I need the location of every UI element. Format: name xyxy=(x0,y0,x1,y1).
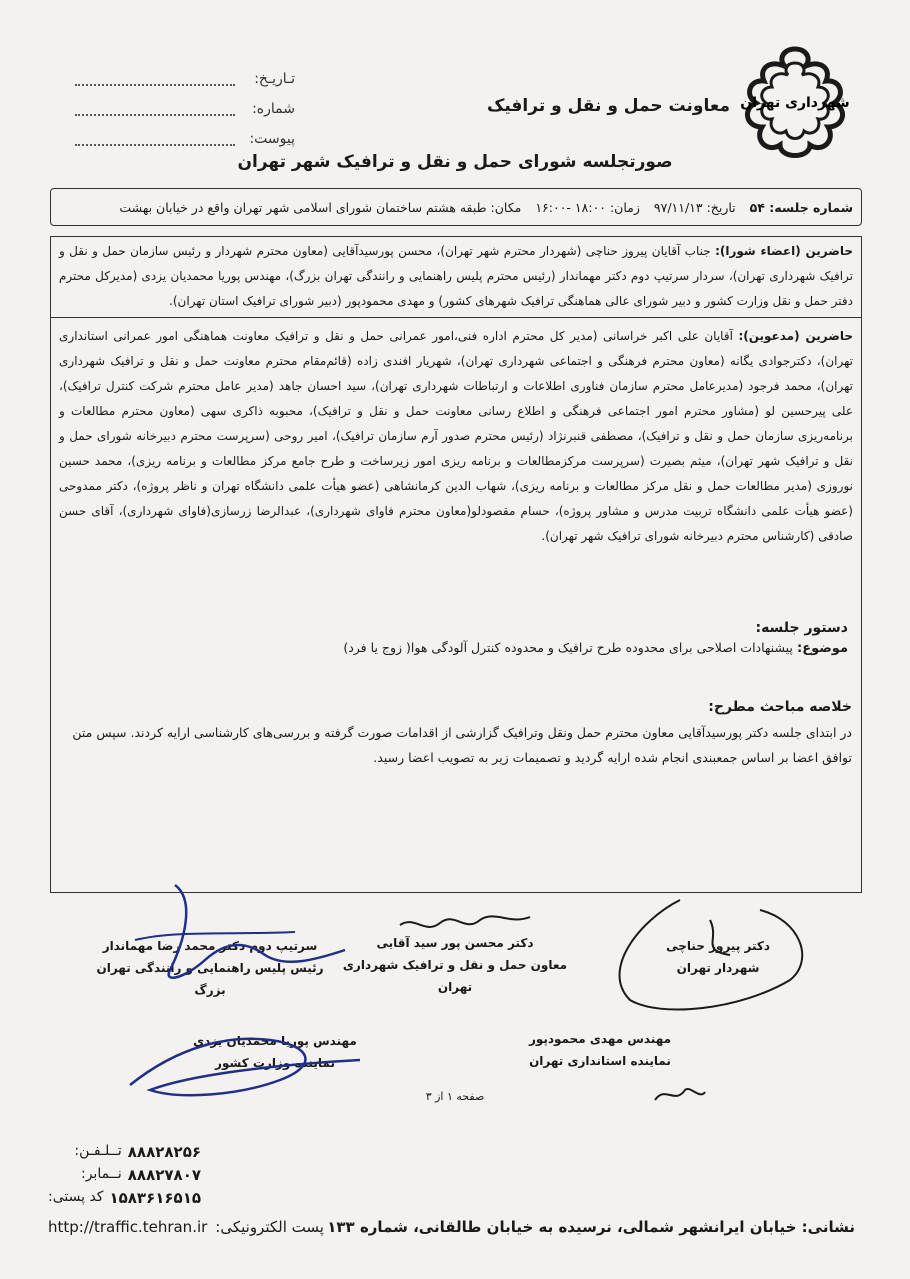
address: نشانی: خیابان ایرانشهر شمالی، نرسیده به خیابان طالقانی، شماره ۱۳۳ xyxy=(327,1218,855,1236)
signer-name: دکتر پیروز حناچی xyxy=(666,939,770,953)
session-number: شماره جلسه: ۵۴ xyxy=(749,199,853,215)
logo-text: شهرداری تهران xyxy=(740,95,850,111)
date-dots xyxy=(75,72,235,86)
postal-code: ۱۵۸۳۶۱۶۵۱۵ xyxy=(109,1189,202,1207)
phone-number: ۸۸۸۲۸۲۵۶ xyxy=(127,1143,202,1161)
document-title: صورتجلسه شورای حمل و نقل و ترافیک شهر تهران xyxy=(237,152,673,172)
invitees-label: حاضرین (مدعوین): xyxy=(738,329,853,343)
signature-governorate xyxy=(505,1028,695,1072)
org-name: معاونت حمل و نقل و ترافیک xyxy=(486,96,730,116)
handwritten-signature xyxy=(115,880,355,1010)
email-label: پست الکترونیکی: xyxy=(215,1218,324,1236)
meeting-date: تاریخ: ۹۷/۱۱/۱۳ xyxy=(653,199,736,215)
signer-name: دکتر محسن پور سید آقایی xyxy=(376,936,534,950)
agenda-heading: دستور جلسه: xyxy=(755,620,848,636)
fax-number: ۸۸۸۲۷۸۰۷ xyxy=(127,1166,202,1184)
subject-label: موضوع: xyxy=(797,641,848,656)
tehran-municipality-logo xyxy=(740,45,850,165)
signer-name: مهندس پوریا محمدیان یزدی xyxy=(193,1034,357,1048)
website-info xyxy=(48,1218,324,1236)
meeting-info-bar xyxy=(50,188,862,226)
signer-role: نماینده استانداری تهران xyxy=(529,1054,671,1068)
members-text: جناب آقایان پیروز حناچی (شهردار محترم شهر تهران)، محسن پورسیدآقایی (معاون محترم شهردار و رئیس سازمان حمل و نقل و ترافیک شهرداری تهران)، سردار سرتیپ دوم دکتر مهماندار (رئیس محترم پلیس راهنمایی و رانندگی تهران بزرگ)، مهندس پوریا محمدیان یزدی (مدیرکل محترم دفتر حمل و نقل وزارت کشور و دبیر شورای عالی هماهنگی ترافیک شهرهای کشور) و مهدی محمودپور (دبیر شورای ترافیک استان تهران). xyxy=(59,244,853,308)
handwritten-signature xyxy=(395,905,535,945)
letter-meta xyxy=(75,64,295,154)
attachment-label: پیوست: xyxy=(249,131,295,147)
minutes-box xyxy=(50,236,862,893)
members-section xyxy=(51,237,861,318)
number-dots xyxy=(75,102,235,116)
phone-label: تــلـفـن: xyxy=(74,1143,122,1159)
agenda-section xyxy=(343,620,848,656)
meeting-place: مکان: طبقه هشتم ساختمان شورای اسلامی شهر تهران واقع در خیابان بهشت xyxy=(119,199,522,215)
invitees-text: آقایان علی اکبر خراسانی (مدیر کل محترم اداره فنی،امور عمرانی حمل و نقل و ترافیک معاونت هماهنگی امور عمرانی استانداری تهران)، دکترجوادی یگانه (معاون محترم فرهنگی و اجتماعی شهرداری تهران)، شهریار افندی زاده (قائم‌مقام محترم معاونت حمل و نقل و ترافیک شهرداری تهران)، محمد فرجود (مدیرعامل محترم سازمان فناوری اطلاعات و ارتباطات شهرداری تهران)، سید احسان جاهد (مدیر عامل محترم شرکت کنترل ترافیک)، علی پیرحسین لو (مشاور محترم امور اجتماعی فرهنگی و اطلاع رسانی معاونت حمل و نقل و ترافیک)، محبوبه ذاکری سهی (معاون محترم مطالعات و برنامه‌ریزی سازمان حمل و نقل و ترافیک)، مصطفی قنبرنژاد (رئیس محترم صدور آرم سازمان ترافیک)، امیر روحی (سرپرست محترم دبیرخانه شورای حمل و نقل و ترافیک شهر تهران)، میثم بصیرت (سرپرست مرکزمطالعات و برنامه ریزی امور زیرساخت و طرح جامع مرکز مطالعات و برنامه ریزی)، محمد حسین نوروزی (مدیر مطالعات حمل و نقل مرکز مطالعات و برنامه ریزی)، شهاب الدین کرمانشاهی (عضو هیأت علمی دانشگاه تهران و ناظر پروژه)، دکتر ممدوحی (عضو هیأت علمی دانشگاه تربیت مدرس و مشاور پروژه)، حسام مقصودلو(معاون محترم فاوای شهرداری)، عبدالرضا زرسازی(فاوای شهرداری)، آقای حسن صادقی (کارشناس محترم دبیرخانه شورای ترافیک شهر تهران). xyxy=(59,329,853,543)
attachment-dots xyxy=(75,132,235,146)
members-label: حاضرین (اعضاء شورا): xyxy=(715,244,853,258)
signer-role: معاون حمل و نقل و ترافیک شهرداری تهران xyxy=(342,958,568,994)
signer-role: رئیس پلیس راهنمایی و رانندگی تهران بزرگ xyxy=(96,961,324,997)
fax-label: نــمابر: xyxy=(80,1166,122,1182)
date-label: تـاریـخ: xyxy=(254,71,295,87)
summary-heading: خلاصه مباحث مطرح: xyxy=(708,699,852,715)
handwritten-signature xyxy=(560,880,820,1020)
website-link[interactable]: http://traffic.tehran.ir xyxy=(48,1218,208,1236)
postal-label: کد پستی: xyxy=(48,1189,104,1205)
invitees-section xyxy=(51,318,861,549)
signer-name: سرتیپ دوم دکتر محمد رضا مهماندار xyxy=(102,939,318,953)
signer-role: شهردار تهران xyxy=(676,961,760,975)
number-label: شماره: xyxy=(252,101,295,117)
meeting-time: زمان: ۱۸:۰۰ -۱۶:۰۰ xyxy=(535,199,640,215)
summary-text: در ابتدای جلسه دکتر پورسیدآقایی معاون محترم حمل ونقل وترافیک گزارشی از اقدامات صورت گرفته و بررسی‌های کارشناسی ارایه کردند. سپس متن توافق اعضا بر اساس جمعبندی انجام شده ارایه گردید و تصمیمات زیر به تصویب اعضا رسید. xyxy=(72,725,852,765)
contact-info xyxy=(48,1143,201,1212)
signer-name: مهندس مهدی محمودپور xyxy=(528,1032,672,1046)
subject-text: پیشنهادات اصلاحی برای محدوده طرح ترافیک و محدوده کنترل آلودگی هوا( زوج یا فرد) xyxy=(343,640,793,655)
summary-section xyxy=(58,695,852,770)
page-number: صفحه ۱ از ۳ xyxy=(425,1090,485,1103)
signer-role: نماینده وزارت کشور xyxy=(215,1056,335,1070)
